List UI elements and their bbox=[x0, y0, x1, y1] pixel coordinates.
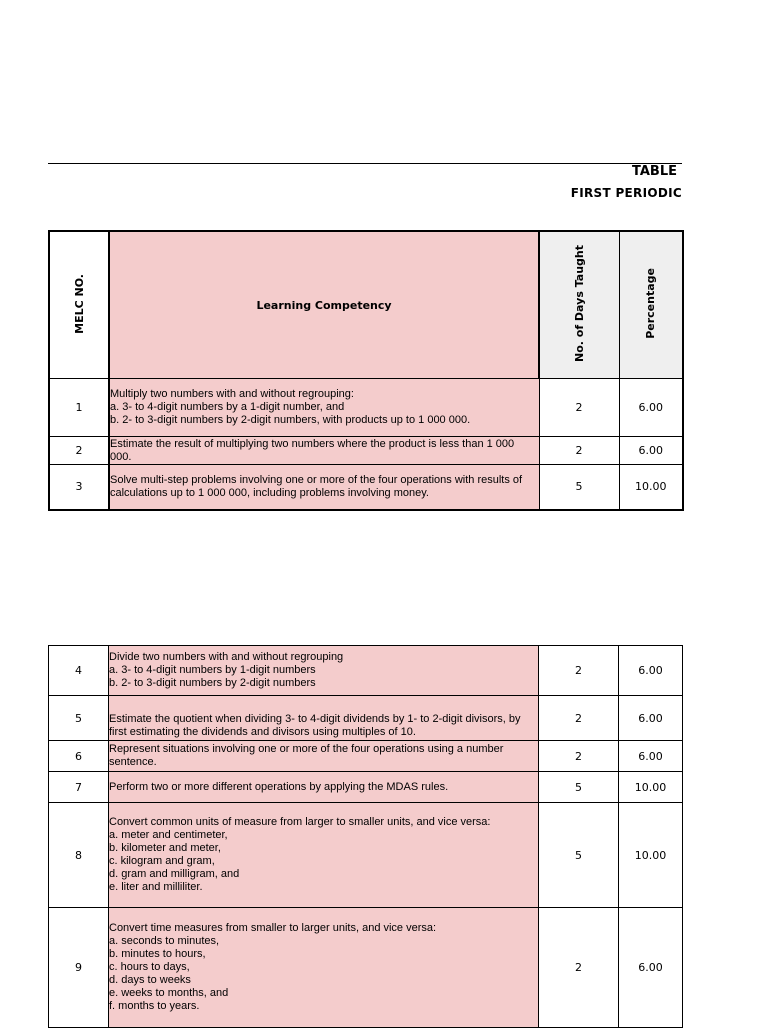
days-taught: 2 bbox=[539, 908, 619, 1028]
melc-number: 2 bbox=[49, 437, 109, 465]
learning-competency-cell: Estimate the result of multiplying two numbers where the product is less than 1 000 000. bbox=[109, 437, 539, 465]
melc-table-page2 bbox=[48, 645, 683, 1028]
table-subtitle: FIRST PERIODIC bbox=[570, 186, 682, 200]
table-row bbox=[49, 696, 683, 741]
melc-number: 4 bbox=[49, 646, 109, 696]
table-row bbox=[49, 465, 683, 510]
melc-table-page1 bbox=[48, 230, 684, 511]
table-row bbox=[49, 803, 683, 908]
melc-number: 6 bbox=[49, 741, 109, 772]
melc-number: 5 bbox=[49, 696, 109, 741]
learning-competency-cell: Convert common units of measure from larger to smaller units, and vice versa: a. meter and centimeter, b. kilometer and meter, c. kilogram and gram, d. gram and milligram, and e. liter and milliliter. bbox=[109, 803, 539, 908]
melc-number: 1 bbox=[49, 379, 109, 437]
days-taught: 2 bbox=[539, 741, 619, 772]
melc-number: 9 bbox=[49, 908, 109, 1028]
table-row bbox=[49, 908, 683, 1028]
table-row bbox=[49, 741, 683, 772]
days-taught: 5 bbox=[539, 465, 619, 510]
header-melc-no: MELC NO. bbox=[49, 231, 109, 379]
learning-competency-cell: Perform two or more different operations by applying the MDAS rules. bbox=[109, 772, 539, 803]
percentage: 6.00 bbox=[619, 437, 683, 465]
header-learning-competency: Learning Competency bbox=[109, 231, 539, 379]
melc-number: 8 bbox=[49, 803, 109, 908]
table-title: TABLE bbox=[632, 164, 677, 179]
percentage: 10.00 bbox=[619, 772, 683, 803]
percentage: 6.00 bbox=[619, 646, 683, 696]
table-header-row bbox=[49, 231, 683, 379]
days-taught: 2 bbox=[539, 696, 619, 741]
days-taught: 5 bbox=[539, 772, 619, 803]
percentage: 6.00 bbox=[619, 379, 683, 437]
table-row bbox=[49, 379, 683, 437]
table-row bbox=[49, 772, 683, 803]
melc-number: 7 bbox=[49, 772, 109, 803]
days-taught: 2 bbox=[539, 646, 619, 696]
learning-competency-cell: Estimate the quotient when dividing 3- to 4-digit dividends by 1- to 2-digit divisors, by first estimating the dividends and divisors using multiples of 10. bbox=[109, 696, 539, 741]
days-taught: 5 bbox=[539, 803, 619, 908]
melc-number: 3 bbox=[49, 465, 109, 510]
table-row bbox=[49, 646, 683, 696]
learning-competency-cell: Divide two numbers with and without regrouping a. 3- to 4-digit numbers by 1-digit numbers b. 2- to 3-digit numbers by 2-digit numbers bbox=[109, 646, 539, 696]
header-percentage: Percentage bbox=[619, 231, 683, 379]
learning-competency-cell: Solve multi-step problems involving one or more of the four operations with results of calculations up to 1 000 000, including problems involving money. bbox=[109, 465, 539, 510]
table-row bbox=[49, 437, 683, 465]
header-days-taught: No. of Days Taught bbox=[539, 231, 619, 379]
percentage: 6.00 bbox=[619, 908, 683, 1028]
top-rule bbox=[48, 163, 682, 164]
learning-competency-cell: Convert time measures from smaller to larger units, and vice versa: a. seconds to minutes, b. minutes to hours, c. hours to days, d. days to weeks e. weeks to months, and f. months to years. bbox=[109, 908, 539, 1028]
days-taught: 2 bbox=[539, 379, 619, 437]
percentage: 10.00 bbox=[619, 465, 683, 510]
learning-competency-cell: Multiply two numbers with and without regrouping: a. 3- to 4-digit numbers by a 1-digit number, and b. 2- to 3-digit numbers by 2-digit numbers, with products up to 1 000 000. bbox=[109, 379, 539, 437]
percentage: 6.00 bbox=[619, 696, 683, 741]
percentage: 6.00 bbox=[619, 741, 683, 772]
learning-competency-cell: Represent situations involving one or more of the four operations using a number sentence. bbox=[109, 741, 539, 772]
percentage: 10.00 bbox=[619, 803, 683, 908]
days-taught: 2 bbox=[539, 437, 619, 465]
